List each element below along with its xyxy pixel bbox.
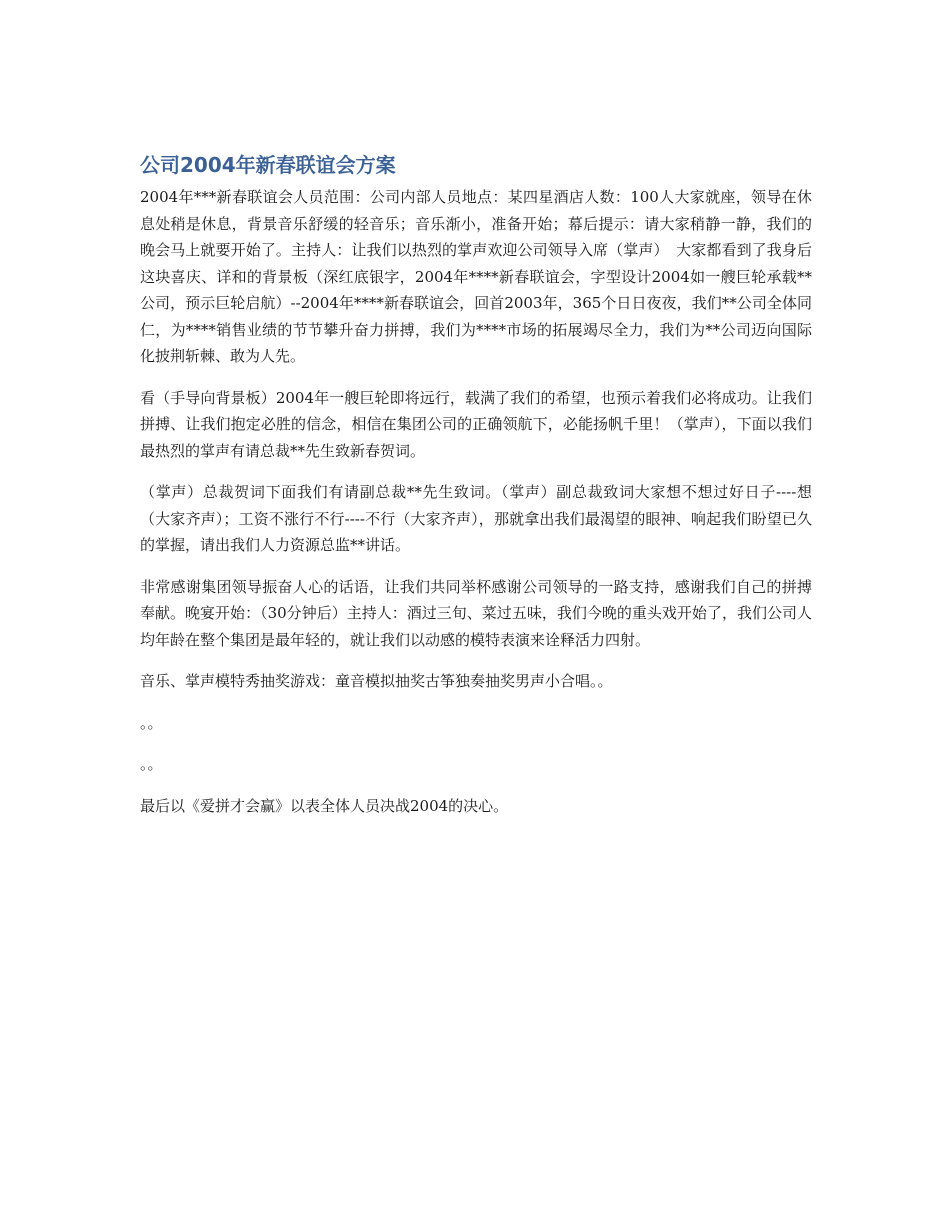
paragraph-3: （掌声）总裁贺词下面我们有请副总裁**先生致词。（掌声）副总裁致词大家想不想过好日子----想（大家齐声）；工资不涨行不行----不行（大家齐声），那就拿出我们最渴望的眼神、响起我们盼望已久的掌握，请出我们人力资源总监**讲话。	[140, 483, 812, 554]
paragraph-5: 音乐、掌声模特秀抽奖游戏：童音模拟抽奖古筝独奏抽奖男声小合唱。。	[140, 672, 613, 690]
paragraph-6: 。。	[140, 713, 163, 732]
paragraph-8: 最后以《爱拼才会赢》以表全体人员决战2004的决心。	[140, 796, 509, 815]
paragraph-4: 非常感谢集团领导振奋人心的话语，让我们共同举杯感谢公司领导的一路支持，感谢我们自己的拼搏奉献。晚宴开始：（30分钟后）主持人：酒过三旬、菜过五味，我们今晚的重头戏开始了，我们公司人均年龄在整个集团是最年轻的，就让我们以动感的模特表演来诠释活力四射。	[140, 577, 812, 649]
paragraph-1: 2004年***新春联谊会人员范围：公司内部人员地点：某四星酒店人数：100人大家就座，领导在休息处稍是休息，背景音乐舒缓的轻音乐；音乐渐小，准备开始；幕后提示：请大家稍静一静，我们的晚会马上就要开始了。主持人：让我们以热烈的掌声欢迎公司领导入席（掌声） 大家都看到了我身后这块喜庆、详和的背景板（深红底银字，2004年****新春联谊会，字型设计2004如一艘巨轮承载**公司，预示巨轮启航）--2004年****新春联谊会，回首2003年，365个日日夜夜，我们**公司全体同仁，为****销售业绩的节节攀升奋力拼搏，我们为****市场的拓展竭尽全力，我们为**公司迈向国际化披荆斩棘、敢为人先。	[140, 188, 812, 365]
paragraph-2: 看（手导向背景板）2004年一艘巨轮即将远行，载满了我们的希望，也预示着我们必将成功。让我们拼搏、让我们抱定必胜的信念，相信在集团公司的正确领航下，必能扬帆千里！（掌声），下面以我们最热烈的掌声有请总裁**先生致新春贺词。	[140, 388, 812, 460]
paragraph-7: 。。	[140, 755, 163, 773]
document-title: 公司2004年新春联谊会方案	[140, 153, 396, 177]
document-body	[140, 150, 812, 834]
